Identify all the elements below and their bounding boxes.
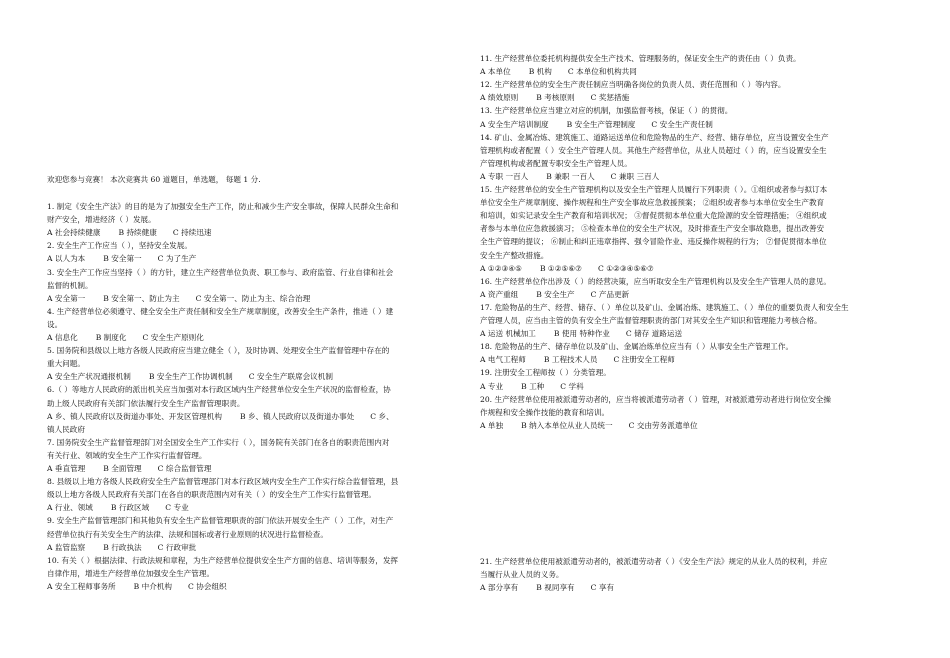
answer-options [480,171,659,182]
question-line: 当履行从业人员的义务。 [480,570,564,580]
answer-option: A 行业、领域 [47,503,93,513]
answer-option: C 安全生产原则化 [142,333,204,342]
answer-option: B 机构 [528,67,552,77]
question-line: 单位安全生产规章制度、操作规程和生产安全事故应急救援预案； ②组织或者参与本单位安全生产教育 [480,198,825,208]
answer-option: C 为了生产 [157,254,197,264]
question-line: 助上级人民政府有关部门依法履行安全生产监督管理职责。 [47,398,245,408]
question-line: 21. 生产经营单位使用被派遣劳动者的，被派遣劳动者（ ）《安全生产法》规定的从业人员的权利，并应 [480,557,828,566]
question-line: 14. 矿山、金属冶炼、建筑施工、道路运送单位和危险物品的生产、经营、储存单位，应当设置安全生产 [480,132,829,142]
answer-option: B ①②⑤⑥⑦ [539,263,582,273]
answer-options [480,119,713,130]
answer-option: A 安全第一 [47,293,86,303]
answer-option: B 行政区域 [110,503,150,513]
answer-option: B 安全第一 [103,254,142,264]
question-line: 2. 安全生产工作应当（ ），坚持安全发展。 [47,241,192,251]
question-line: 自律作用，增进生产经营单位加强安全生产管理。 [47,568,215,578]
answer-option: B 使用 特种作业 [553,329,610,339]
question-line: 设。 [47,319,63,329]
question-line: 财产安全，增进经济（ ）发展。 [47,215,156,225]
question-line: 5. 国务院和县级以上地方各级人民政府应当建立健全（ ），及时协调、处理安全生产监督管理中存在的 [47,346,390,356]
question-line: 6.（ ）等地方人民政府的派出机关应当加强对本行政区域内生产经营单位安全生产状况的监督检查，协 [47,385,391,395]
question-line: 和培训，如实记录安全生产教育和培训状况； ③督促贯彻本单位重大危险源的安全管理措施； ④组织或 [480,211,827,221]
question-line: 作规程和安全操作技能的教育和培训。 [480,407,610,417]
answer-option: C 奖惩措施 [590,93,630,103]
answer-option: A 运送 机械加工 [480,329,536,339]
question-line: 7. 国务院安全生产监督管理部门对全国安全生产工作实行（ ），国务院有关部门在各自的职责范围内对 [47,437,390,447]
answer-option: A 电气工程师 [480,355,526,365]
question-line: 4. 生产经营单位必须遵守、健全安全生产责任制和安全生产规章制度，改善安全生产条件，推进（ ）建 [47,306,394,316]
question-line: 20. 生产经营单位使用被派遣劳动者的，应当将被派遣劳动者（ ）管理，对被派遣劳动者进行岗位安全操 [480,394,832,404]
answer-option: C 产品更新 [590,289,630,299]
answer-option: B 乡、镇人民政府以及街道办事处 [239,411,355,421]
answer-option: A 部分享有 [480,583,519,593]
answer-option: A 安全生产状况通报机制 [47,372,131,382]
answer-option: B 安全生产管理制度 [566,119,636,129]
question-line: 产管理机构或者配置专职安全生产管理人员。 [480,158,632,168]
question-line: 15. 生产经营单位的安全生产管理机构以及安全生产管理人员履行下列职责（ ）。①组织或者参与拟订本 [480,185,828,194]
answer-option: C 兼职 三百人 [610,171,660,181]
answer-options [480,66,637,77]
answer-options [47,253,196,264]
answer-options [480,289,629,300]
answer-option: B 工程技术人员 [543,355,598,365]
answer-option: C 持续迅速 [172,228,212,238]
answer-option: A 信息化 [47,333,78,342]
intro-text: 欢迎您参与竞赛！ 本次竞赛共 60 道题目，单选题， 每题 1 分. [47,175,261,184]
answer-option: B 安全生产 [536,289,575,299]
question-line: 16. 生产经营单位作出涉及（ ）的经营决策，应当听取安全生产管理机构以及安全生产管理人员的意见。 [480,276,832,286]
answer-options [480,92,629,103]
answer-option: C 专业 [165,503,189,513]
answer-option: B 考核原则 [536,93,575,103]
answer-option: B 行政执法 [103,542,142,552]
answer-option: C 交由劳务派遣单位 [628,420,698,430]
question-line: 18. 危险物品的生产、储存单位以及矿山、金属冶炼单位应当有（ ）从事安全生产管理工作。 [480,342,794,352]
answer-option: A 以人为本 [47,254,86,264]
answer-option: B 安全第一、防止为主 [103,293,180,303]
answer-option: A 绩效原则 [480,93,519,103]
question-line: 17. 危险物品的生产、经营、储存、（ ）单位以及矿山、金属冶炼、建筑施工、（ ）单位的重要负责人和安全生 [480,302,849,312]
answer-option: A 资产重组 [480,289,519,299]
question-line: 监督的机制。 [47,280,93,290]
answer-option: A 单独 [480,420,504,430]
answer-option: B 全面管理 [103,464,142,473]
question-line: 全生产管理的提议； ⑥制止和纠正违章指挥、强令冒险作业、违反操作规程的行为； ⑦督促贯彻本单位 [480,237,827,247]
question-line: 8. 县级以上地方各级人民政府安全生产监督管理部门对本行政区域内安全生产工作实行综合监督管理，县 [47,477,399,487]
answer-option: A 垂直管理 [47,464,86,473]
answer-options [480,354,675,365]
answer-options [480,328,682,339]
answer-option: C 协会组织 [188,581,227,591]
question-line: 3. 安全生产工作应当坚持（ ）的方针，建立生产经营单位负责、职工参与、政府监管、行业自律和社会 [47,267,394,277]
answer-option: A 监管监察 [47,542,86,552]
answer-options [47,463,211,474]
answer-option: A ①②③④⑤ [480,263,522,273]
answer-option: B 纳入本单位从业人员统一 [521,420,613,430]
answer-options [480,381,584,392]
question-line: 安全生产整改措施。 [480,250,549,260]
question-line: 产管理人员，应当由主管的负有安全生产监督管理职责的部门对其安全生产知识和管理能力考核合格。 [480,316,822,325]
answer-options [47,332,204,343]
question-line: 9. 安全生产监督管理部门和其他负有安全生产监督管理职责的部门依法开展安全生产（ ）工作，对生产 [47,516,394,526]
answer-option: A 社会持续健康 [47,228,101,238]
answer-options [47,542,196,553]
answer-option: C 行政审批 [157,542,197,552]
answer-option: A 安全工程师事务所 [47,581,116,591]
question-line: 经营单位执行有关安全生产的法律、法规和国标或者行业原则的状况进行监督检查。 [47,529,328,539]
answer-option: C 乡、 [370,411,394,421]
answer-option: C 注册安全工程师 [613,355,675,365]
answer-options [47,411,394,422]
answer-options [47,227,211,238]
answer-option: B 工种 [521,381,545,391]
question-line: 12. 生产经营单位的安全生产责任制应当明确各岗位的负责人员、责任范围和（ ）等内容。 [480,80,786,90]
answer-option: C ①②③④⑤⑥⑦ [597,263,654,273]
answer-option: B 视同享有 [536,583,575,593]
answer-option: A 乡、镇人民政府以及街道办事处、开发区管理机构 [47,411,222,421]
answer-option: C 安全第一、防止为主、综合治理 [195,293,311,303]
answer-options [480,420,698,431]
answer-options [480,263,654,274]
answer-option: C 享有 [590,583,615,593]
answer-option: C 学科 [560,381,584,391]
answer-option: C 储存 道路运送 [625,329,683,339]
question-line: 11. 生产经营单位委托机构提供安全生产技术、管理服务的，保证安全生产的责任由（ ）负责。 [480,54,801,63]
answer-option: C 安全生产联席会议机制 [248,372,333,382]
answer-option: B 持续健康 [118,228,157,238]
answer-option: A 专职 一百人 [480,171,529,181]
answer-option: A 安全生产培训制度 [480,119,549,129]
answer-option: B 兼职 一百人 [546,171,595,181]
answer-option: C 安全生产责任制 [651,119,713,129]
question-line: 有关行业、领域的安全生产工作实行监督管理。 [47,450,207,460]
answer-option: B 安全生产工作协调机制 [148,372,233,382]
answer-options [47,502,189,513]
answer-option: A 本单位 [480,67,511,77]
question-line: 者参与本单位应急救援演习； ⑤检查本单位的安全生产状况，及时排查生产安全事故隐患，提出改善安 [480,224,825,234]
question-line: 19. 注册安全工程师按（ ）分类管理。 [480,368,611,378]
answer-options [480,582,614,593]
answer-option: C 综合监督管理 [157,464,212,473]
answer-options [47,371,333,382]
question-line: 10. 有关（ ）根据法律、行政法规和章程，为生产经营单位提供安全生产方面的信息、培训等服务，发挥 [47,555,399,565]
answer-option: B 制度化 [95,333,127,342]
question-line: 级以上地方各级人民政府有关部门在各自的职责范围内对有关（ ）的安全生产工作实行监督管理。 [47,490,376,500]
question-line: 镇人民政府 [47,424,85,434]
answer-option: B 中介机构 [133,581,173,591]
answer-options [47,581,227,592]
question-line: 1. 制定《安全生产法》的目的是为了加强安全生产工作，防止和减少生产安全事故，保障人民群众生命和 [47,202,399,211]
question-line: 重大问题。 [47,359,85,369]
answer-option: A 专业 [480,381,504,391]
answer-options [47,293,310,304]
question-line: 13. 生产经营单位应当建立对应的机制，加强监督考核，保证（ ）的贯彻。 [480,106,733,116]
answer-option: C 本单位和机构共同 [567,67,637,77]
question-line: 管理机构或者配置（ ）安全生产管理人员。其他生产经营单位，从业人员超过（ ）的，应当设置安全生 [480,145,827,155]
